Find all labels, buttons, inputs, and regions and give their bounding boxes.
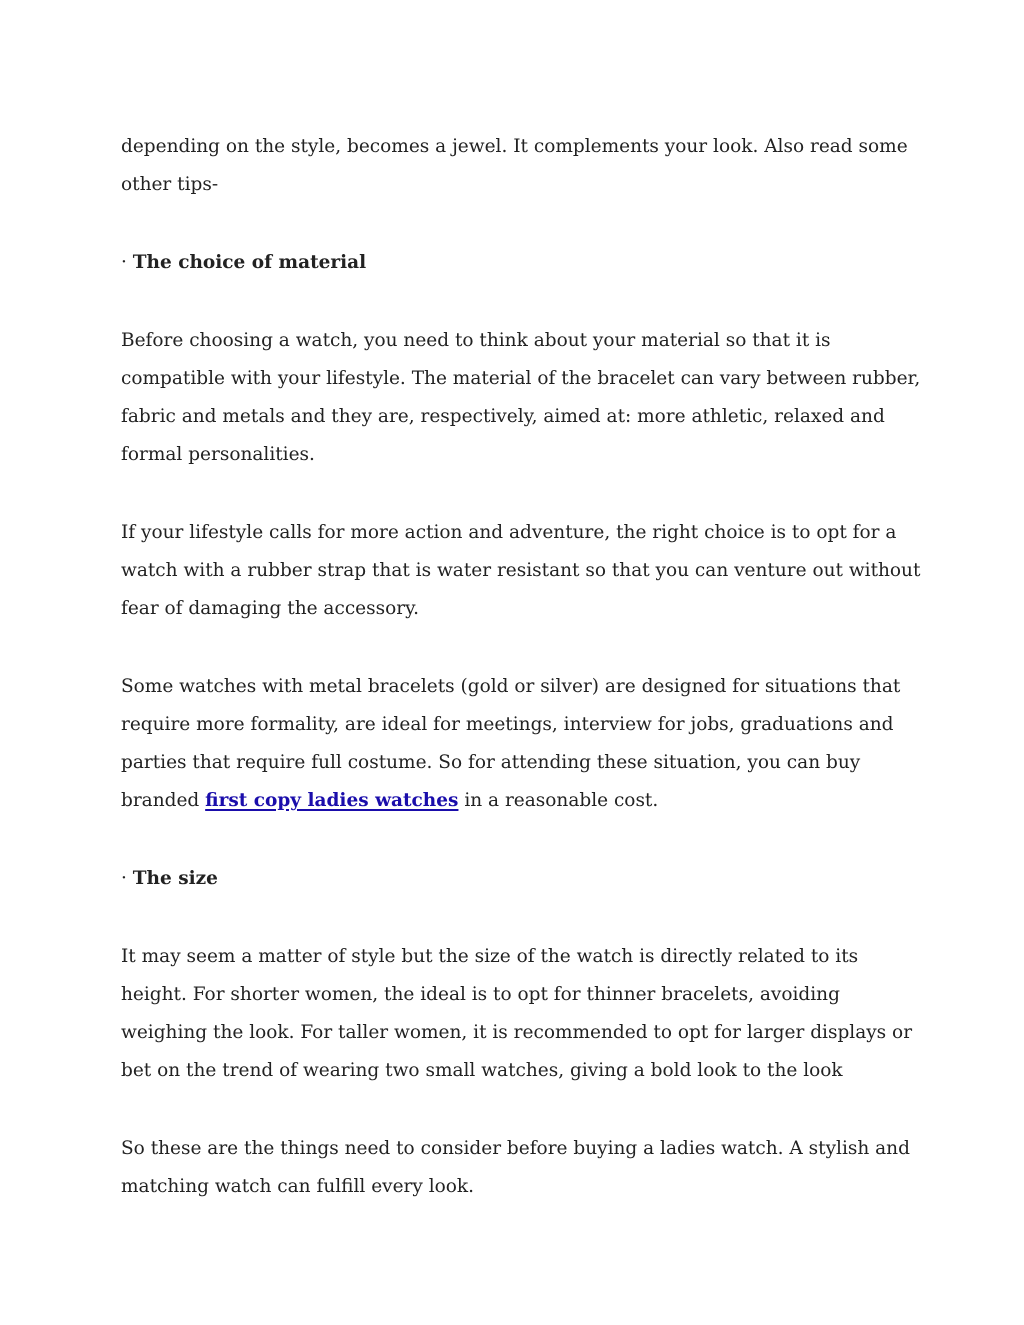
section-heading-size <box>121 860 921 898</box>
bullet-icon: · <box>121 252 127 273</box>
heading-text-size: The size <box>132 868 218 889</box>
intro-paragraph: depending on the style, becomes a jewel. It complements your look. Also read some other tips- <box>121 136 908 195</box>
first-copy-ladies-watches-link[interactable]: first copy ladies watches <box>205 790 459 811</box>
document-page <box>121 128 921 1206</box>
paragraph-spacer <box>121 474 921 514</box>
heading-text-material: The choice of material <box>132 252 367 273</box>
bullet-icon: · <box>121 868 127 889</box>
metal-bracelets-text-before: Some watches with metal bracelets (gold or silver) are designed for situations that require more formality, are ideal for meetings, interview for jobs, graduations and parties that require full costume. So for attending these situation, you can buy branded <box>121 676 901 811</box>
paragraph-spacer <box>121 898 921 938</box>
paragraph-spacer <box>121 204 921 244</box>
paragraph-spacer <box>121 628 921 668</box>
lifestyle-paragraph: If your lifestyle calls for more action and adventure, the right choice is to opt for a watch with a rubber strap that is water resistant so that you can venture out without fear of damaging the accessory. <box>121 522 921 619</box>
metal-bracelets-text-after: in a reasonable cost. <box>458 790 659 811</box>
paragraph-spacer <box>121 820 921 860</box>
section-heading-material <box>121 244 921 282</box>
paragraph-spacer <box>121 1090 921 1130</box>
conclusion-paragraph: So these are the things need to consider before buying a ladies watch. A stylish and matching watch can fulfill every look. <box>121 1138 910 1197</box>
metal-bracelets-paragraph <box>121 668 921 820</box>
size-paragraph: It may seem a matter of style but the size of the watch is directly related to its height. For shorter women, the ideal is to opt for thinner bracelets, avoiding weighing the look. For taller women, it is recommended to opt for larger displays or bet on the trend of wearing two small watches, giving a bold look to the look <box>121 946 913 1081</box>
material-paragraph: Before choosing a watch, you need to think about your material so that it is compatible with your lifestyle. The material of the bracelet can vary between rubber, fabric and metals and they are, respectively, aimed at: more athletic, relaxed and formal personalities. <box>121 330 921 465</box>
paragraph-spacer <box>121 282 921 322</box>
